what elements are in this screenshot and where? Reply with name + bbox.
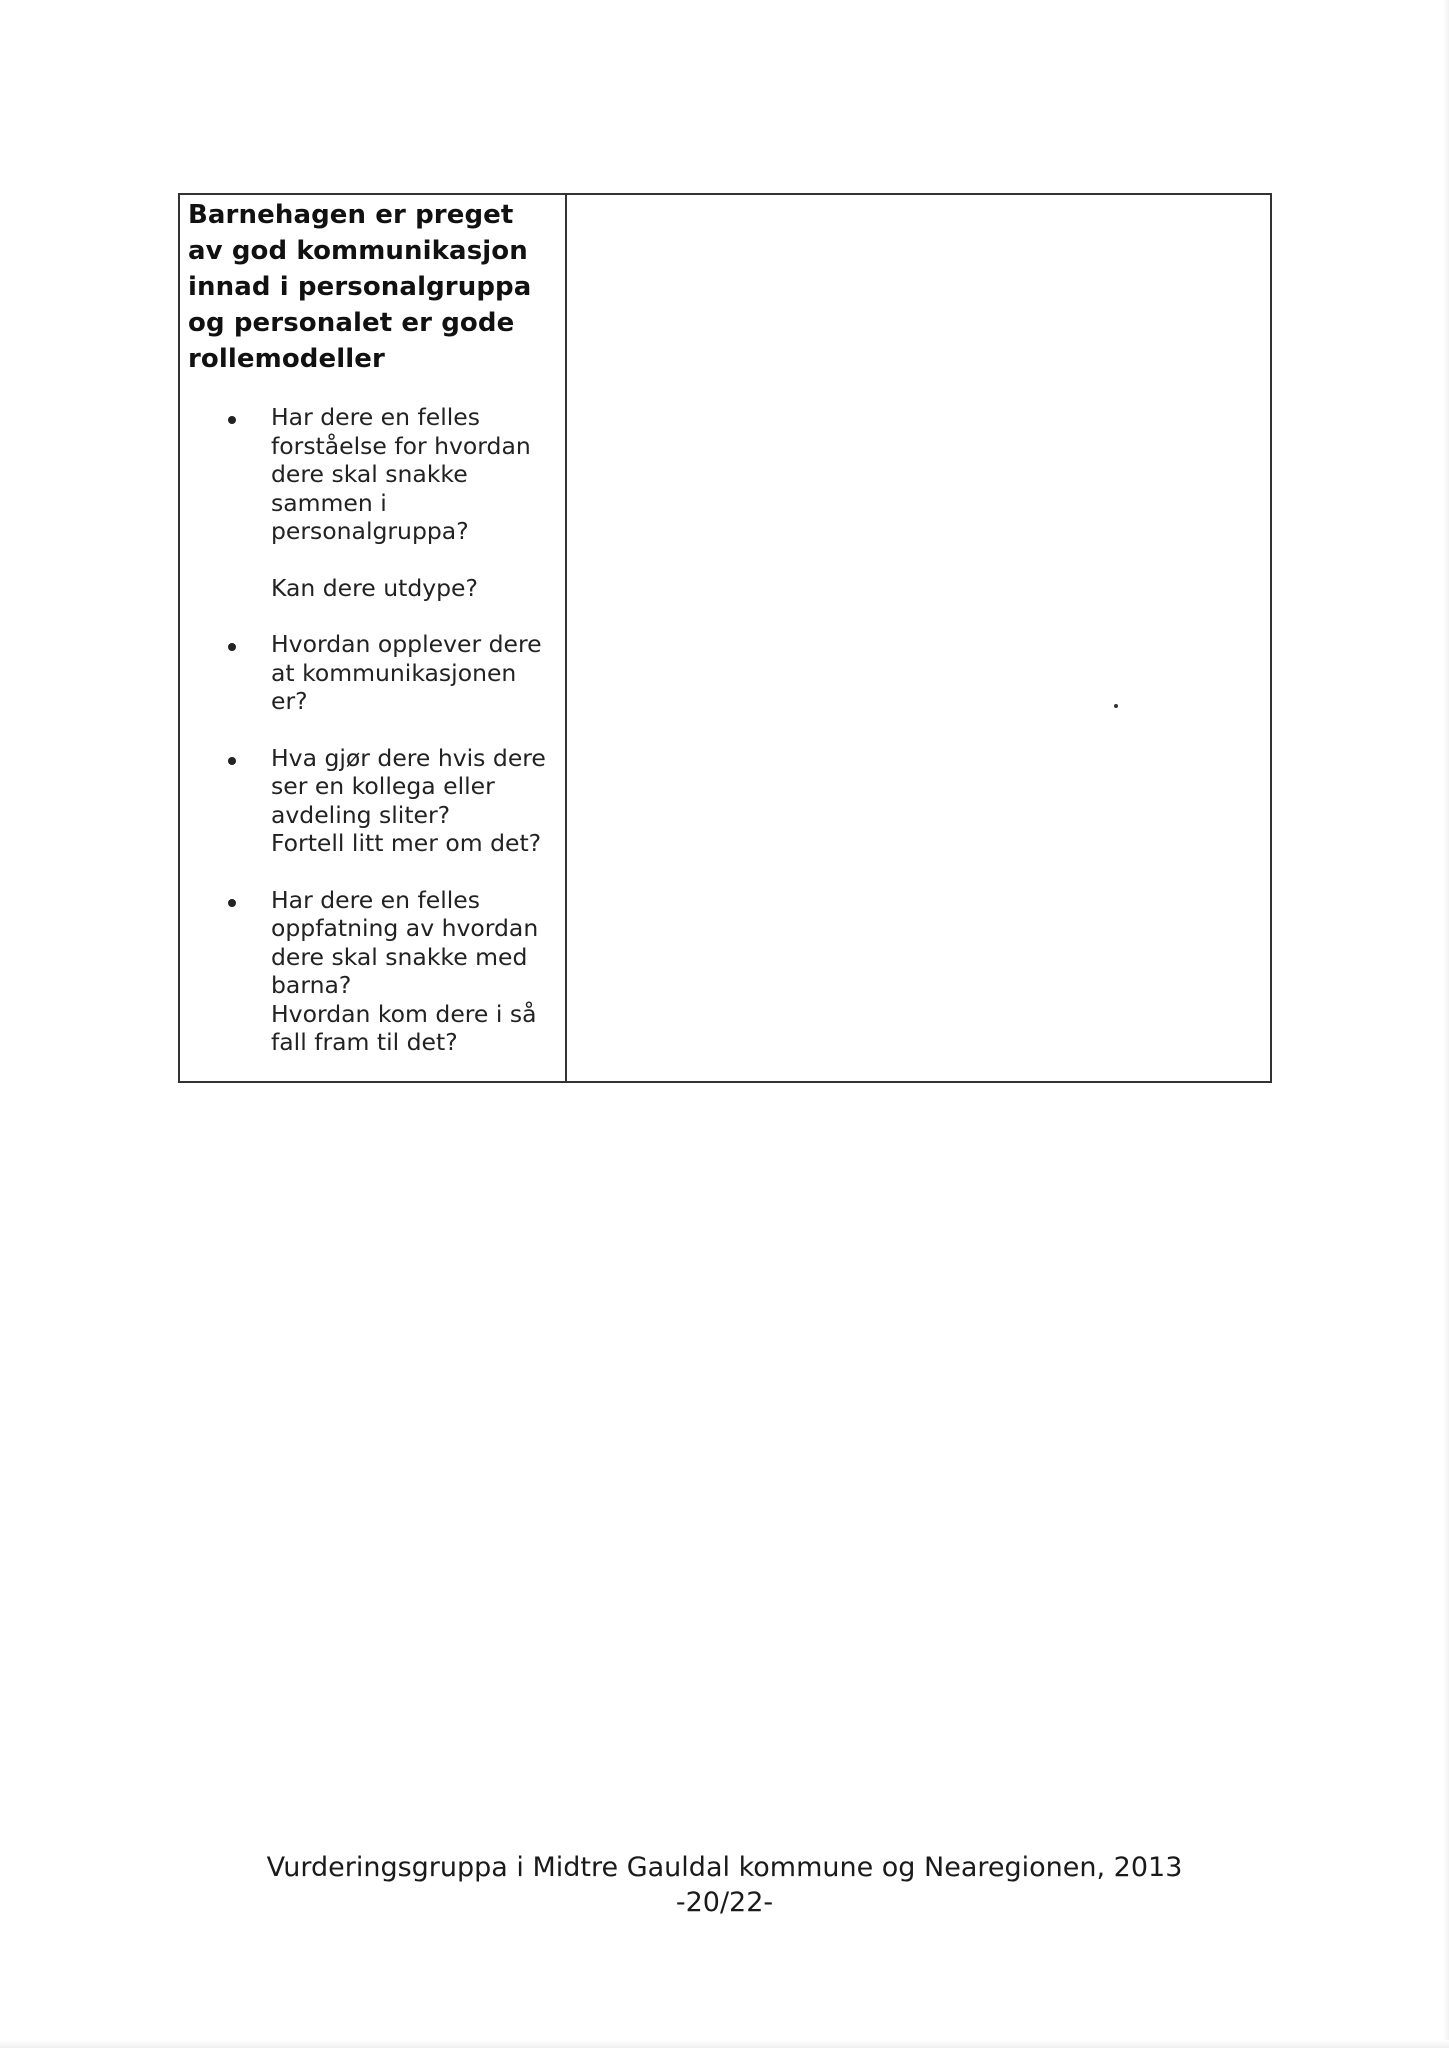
question-line: oppfatning av hvordan — [271, 914, 539, 942]
scan-speck — [1114, 704, 1118, 708]
bullet-icon — [228, 899, 236, 907]
scan-bottom-shadow — [0, 2040, 1449, 2048]
question-line: sammen i — [271, 488, 387, 517]
bullet-icon — [228, 643, 236, 651]
page-footer — [0, 1850, 1449, 1920]
response-column — [567, 195, 1270, 1081]
question-item — [188, 630, 557, 716]
question-line: Fortell litt mer om det? — [271, 829, 542, 857]
question-line: Hva gjør dere hvis dere — [271, 743, 546, 772]
question-item — [188, 744, 557, 858]
question-line: fall fram til det? — [271, 1028, 458, 1056]
footer-text: Vurderingsgruppa i Midtre Gauldal kommune og Nearegionen, 2013 — [266, 1852, 1183, 1883]
question-line: Har dere en felles — [271, 885, 480, 914]
question-line: barna? — [271, 971, 352, 999]
scan-edge-shadow — [1443, 0, 1449, 2048]
question-list — [188, 403, 557, 1057]
section-heading: Barnehagen er preget av god kommunikasjon innad i personalgruppa og personalet er gode rollemodeller — [188, 200, 532, 374]
question-item — [188, 886, 557, 1057]
follow-up-question: Kan dere utdype? — [271, 573, 478, 602]
question-line: personalgruppa? — [271, 517, 469, 545]
question-line: dere skal snakke med — [271, 942, 528, 971]
bullet-icon — [228, 757, 236, 765]
question-line: er? — [271, 687, 308, 715]
question-line: forståelse for hvordan — [271, 431, 531, 460]
assessment-table — [178, 193, 1272, 1083]
question-line: Hvordan kom dere i så — [271, 999, 537, 1028]
question-item — [188, 403, 557, 602]
bullet-icon — [228, 416, 236, 424]
question-line: avdeling sliter? — [271, 800, 451, 829]
question-line: Har dere en felles — [271, 403, 480, 431]
question-line: ser en kollega eller — [271, 772, 495, 800]
question-line: dere skal snakke — [271, 460, 468, 488]
criteria-column — [180, 195, 567, 1081]
question-line: at kommunikasjonen — [271, 658, 517, 687]
page-number: -20/22- — [675, 1887, 774, 1918]
question-line: Hvordan opplever dere — [271, 630, 542, 658]
